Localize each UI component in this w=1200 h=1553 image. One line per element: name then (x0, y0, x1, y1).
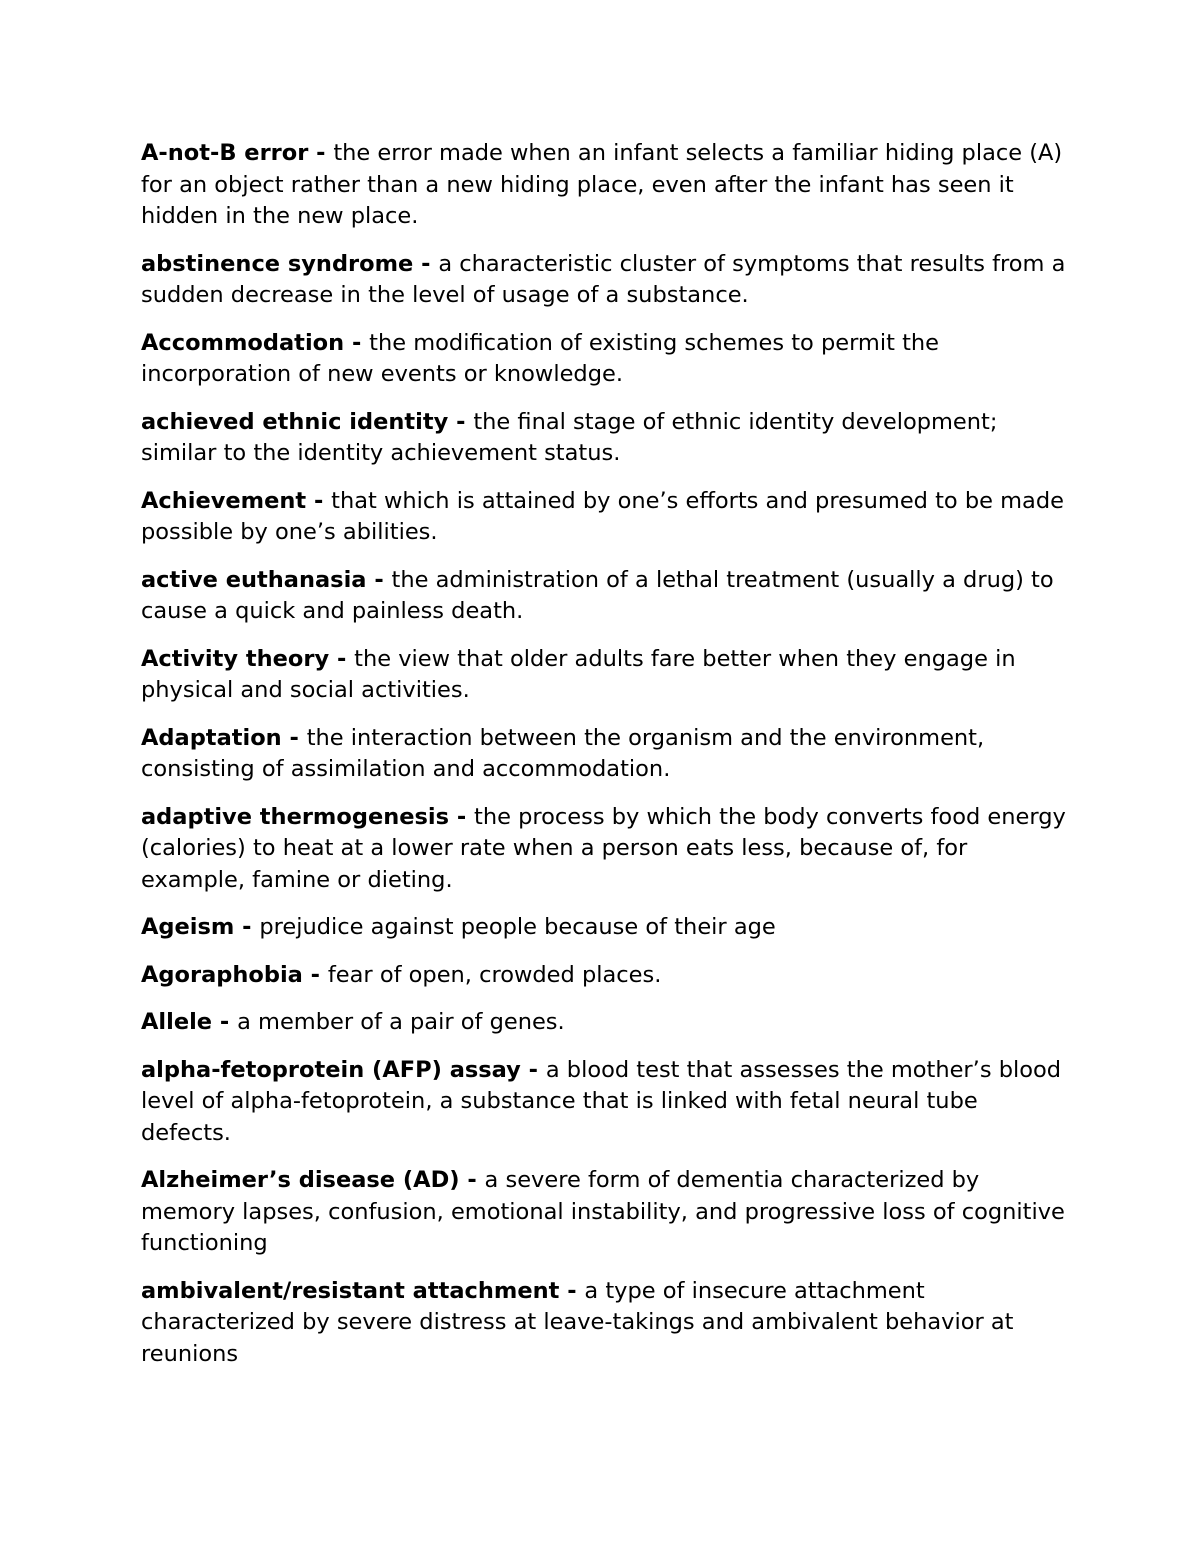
glossary-entry-agoraphobia (141, 960, 1071, 992)
glossary-term: active euthanasia (141, 566, 367, 593)
glossary-definition: a severe form of dementia characterized by memory lapses, confusion, emotional instability, and progressive loss of cognitive functioning (141, 1167, 1065, 1256)
glossary-term: Achievement (141, 487, 307, 514)
glossary-term: Allele (141, 1009, 213, 1035)
term-separator: - (344, 329, 370, 356)
glossary-entry-allele (141, 1007, 1071, 1039)
glossary-term: Adaptation (141, 724, 282, 751)
glossary-definition: the view that older adults fare better when they engage in physical and social activities. (141, 645, 1016, 703)
glossary-list (141, 138, 1071, 1386)
glossary-definition: a blood test that assesses the mother’s blood level of alpha-fetoprotein, a substance that is linked with fetal neural tube defects. (141, 1056, 1062, 1146)
term-separator: - (366, 566, 392, 593)
glossary-entry-ambivalent-resistant-attachment (141, 1276, 1071, 1371)
term-separator: - (308, 140, 334, 166)
glossary-entry-a-not-b-error (141, 138, 1071, 233)
glossary-definition: a type of insecure attachment characterized by severe distress at leave-takings and ambivalent behavior at reunions (141, 1277, 1014, 1367)
glossary-definition: the modification of existing schemes to permit the incorporation of new events or knowledge. (141, 329, 939, 387)
term-separator: - (329, 645, 355, 672)
glossary-entry-afp-assay (141, 1055, 1071, 1150)
glossary-definition: the final stage of ethnic identity development; similar to the identity achievement status. (141, 408, 998, 466)
term-separator: - (306, 487, 332, 514)
glossary-entry-activity-theory (141, 644, 1071, 707)
glossary-definition: that which is attained by one’s efforts and presumed to be made possible by one’s abilities. (141, 487, 1064, 545)
glossary-definition: a characteristic cluster of symptoms that results from a sudden decrease in the level of usage of a substance. (141, 250, 1066, 308)
glossary-definition: the error made when an infant selects a familiar hiding place (A) for an object rather than a new hiding place, even after the infant has seen it hidden in the new place. (141, 140, 1063, 229)
glossary-definition: a member of a pair of genes. (237, 1009, 565, 1035)
term-separator: - (459, 1167, 485, 1193)
glossary-entry-adaptation (141, 723, 1071, 786)
glossary-term: Alzheimer’s disease (AD) (141, 1167, 460, 1193)
glossary-entry-achievement (141, 486, 1071, 549)
glossary-definition: fear of open, crowded places. (327, 961, 662, 988)
glossary-entry-achieved-ethnic-identity (141, 407, 1071, 470)
glossary-term: A-not-B error (141, 140, 309, 166)
glossary-term: Accommodation (141, 329, 345, 356)
glossary-term: Agoraphobia (141, 961, 303, 988)
glossary-entry-adaptive-thermogenesis (141, 802, 1071, 897)
glossary-term: ambivalent/resistant attachment (141, 1277, 560, 1304)
glossary-term: Ageism (141, 914, 235, 940)
glossary-entry-active-euthanasia (141, 565, 1071, 628)
term-separator: - (520, 1056, 546, 1083)
term-separator: - (212, 1009, 238, 1035)
glossary-term: alpha-fetoprotein (AFP) assay (141, 1056, 521, 1083)
glossary-term: adaptive thermogenesis (141, 803, 449, 830)
glossary-definition: the administration of a lethal treatment (usually a drug) to cause a quick and painless death. (141, 566, 1054, 624)
term-separator: - (281, 724, 307, 751)
term-separator: - (448, 803, 474, 830)
term-separator: - (559, 1277, 585, 1304)
glossary-term: achieved ethnic identity (141, 408, 449, 435)
term-separator: - (302, 961, 328, 988)
glossary-definition: prejudice against people because of their age (259, 914, 776, 940)
glossary-definition: the interaction between the organism and the environment, consisting of assimilation and accommodation. (141, 724, 985, 782)
glossary-entry-accommodation (141, 328, 1071, 391)
glossary-definition: the process by which the body converts food energy (calories) to heat at a lower rate when a person eats less, because of, for example, famine or dieting. (141, 803, 1066, 893)
glossary-term: abstinence syndrome (141, 250, 414, 277)
term-separator: - (234, 914, 260, 940)
term-separator: - (413, 250, 439, 277)
glossary-entry-abstinence-syndrome (141, 249, 1071, 312)
glossary-entry-ageism (141, 912, 1071, 944)
glossary-term: Activity theory (141, 645, 330, 672)
term-separator: - (448, 408, 474, 435)
glossary-entry-alzheimers-disease (141, 1165, 1071, 1260)
